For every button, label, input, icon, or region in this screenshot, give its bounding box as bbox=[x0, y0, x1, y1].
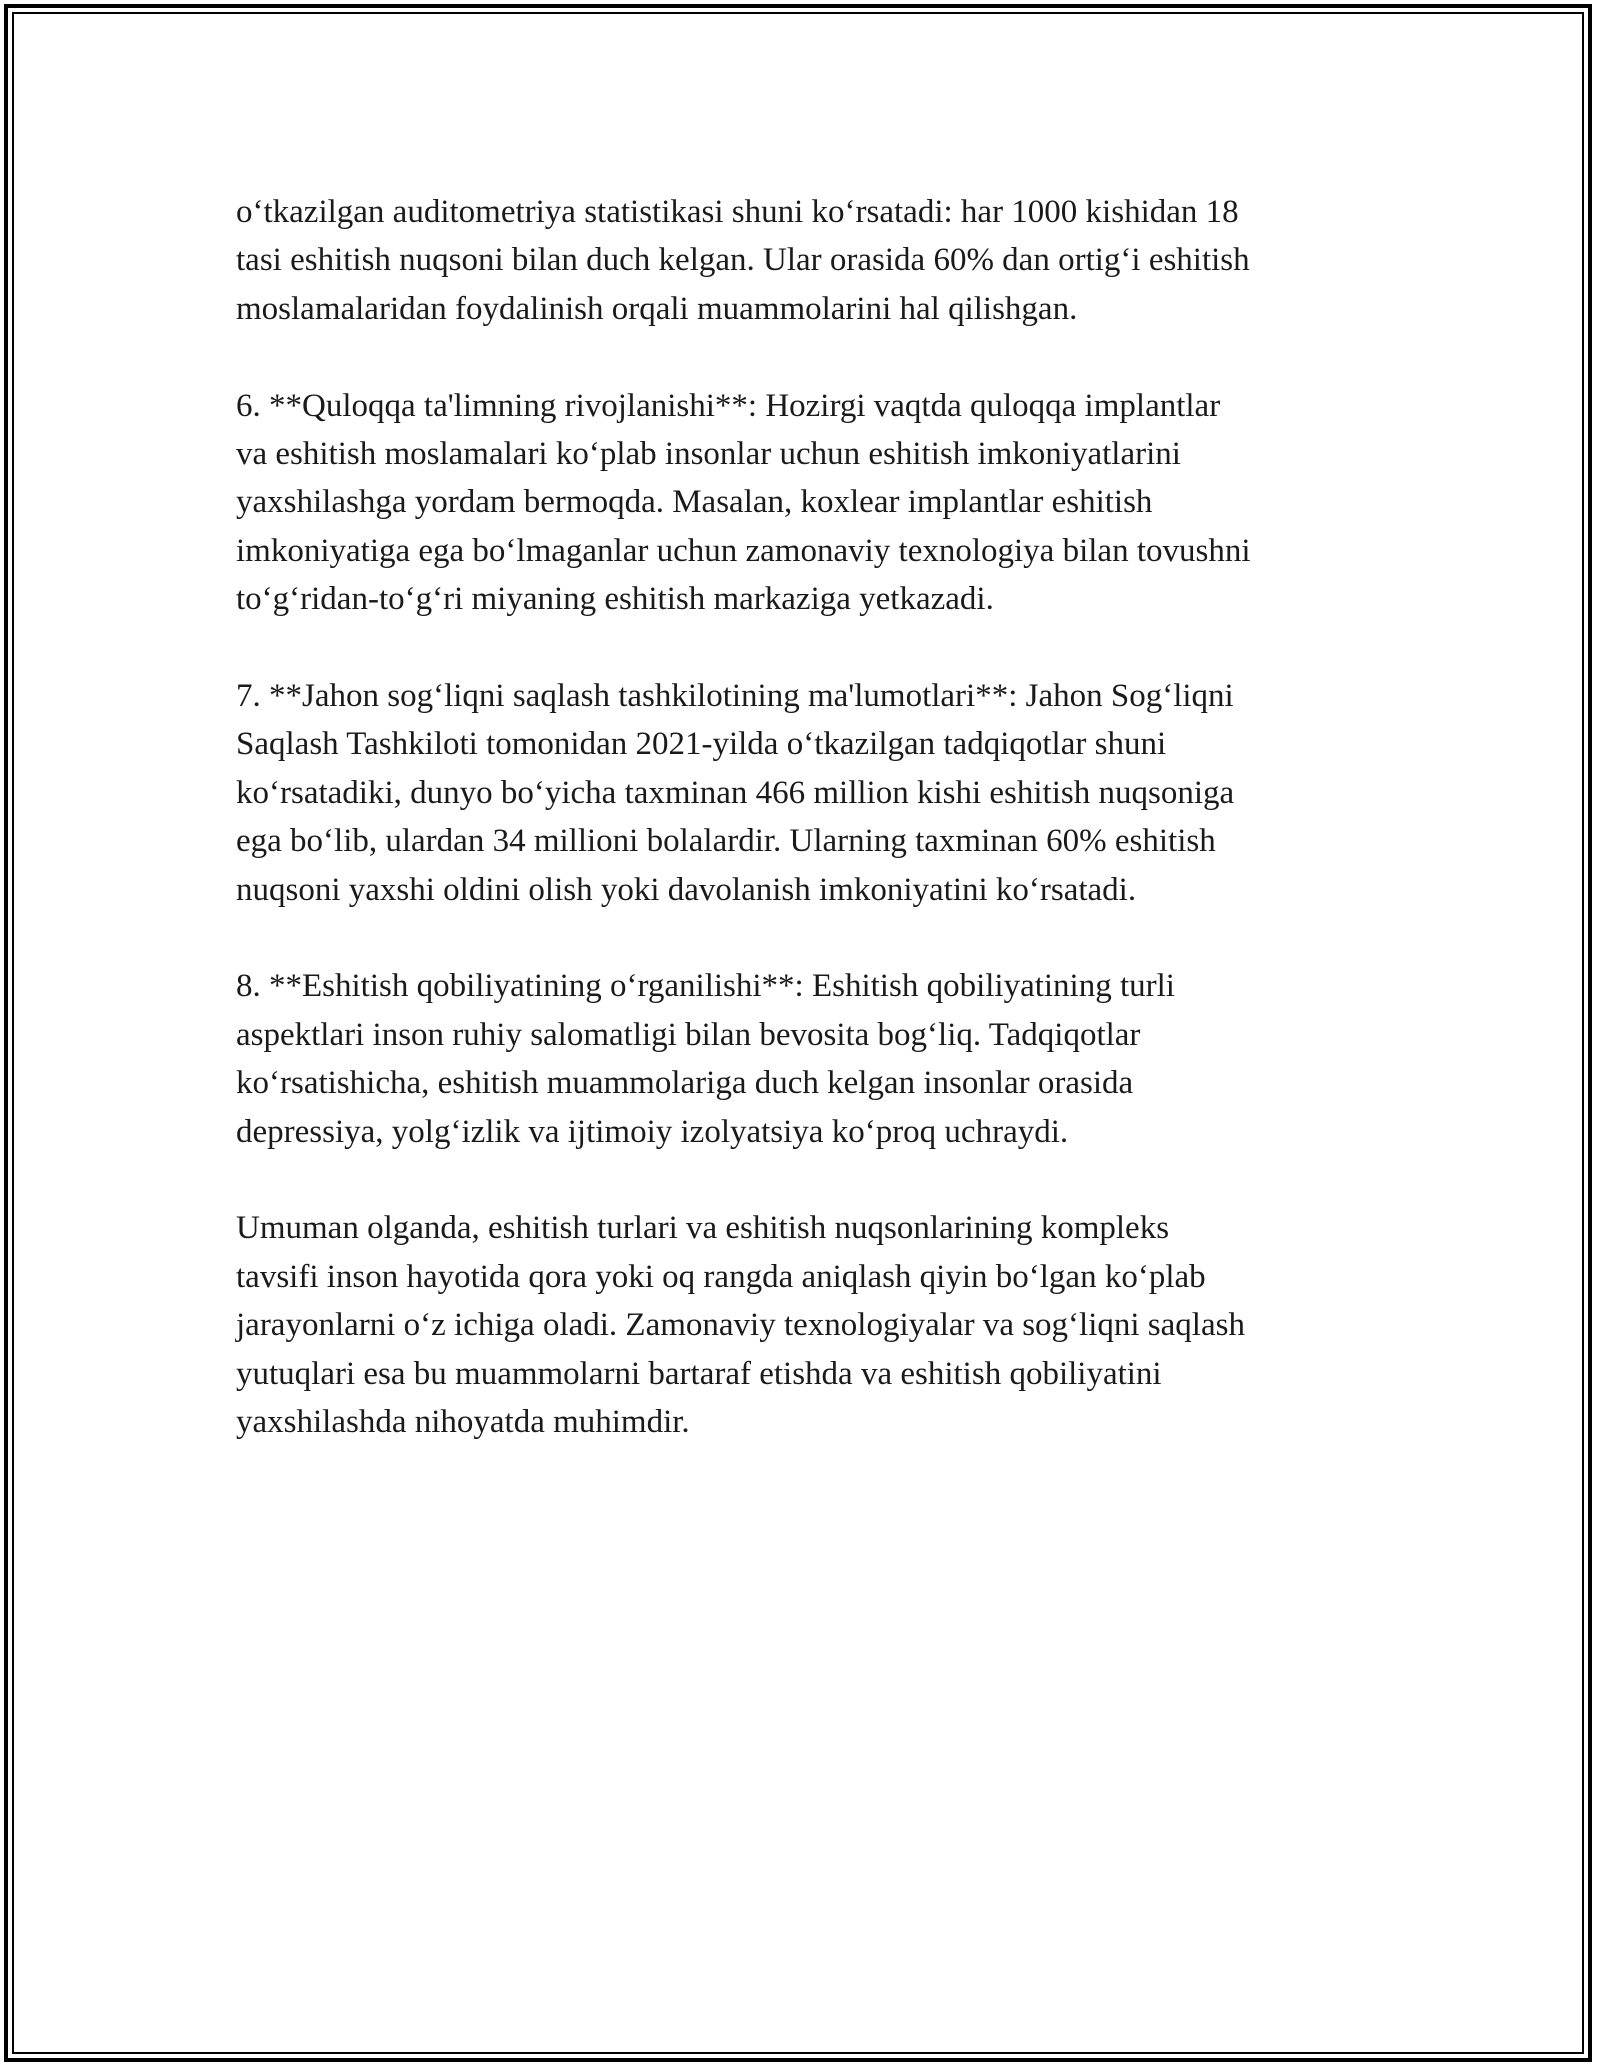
paragraph-conclusion: Umuman olganda, eshitish turlari va eshitish nuqsonlarining kompleks tavsifi inson hayotida qora yoki oq rangda aniqlash qiyin bo‘lgan ko‘plab jarayonlarni o‘z ichiga oladi. Zamonaviy texnologiyalar va sog‘liqni saqlash yutuqlari esa bu muammolarni bartaraf etishda va eshitish qobiliyatini yaxshilashda nihoyatda muhimdir. bbox=[236, 1210, 1245, 1441]
paragraph-item-8: 8. **Eshitish qobiliyatining o‘rganilishi**: Eshitish qobiliyatining turli aspektlari inson ruhiy salomatligi bilan bevosita bog‘liq. Tadqiqotlar ko‘rsatishicha, eshitish muammolariga duch kelgan insonlar orasida depressiya, yolg‘izlik va ijtimoiy izolyatsiya ko‘proq uchraydi. bbox=[236, 968, 1175, 1150]
paragraph-continuation: o‘tkazilgan auditometriya statistikasi shuni ko‘rsatadi: har 1000 kishidan 18 tasi eshitish nuqsoni bilan duch kelgan. Ular orasida 60% dan ortig‘i eshitish moslamalaridan foydalinish orqali muammolarini hal qilishgan. bbox=[236, 194, 1250, 327]
paragraph-item-7: 7. **Jahon sog‘liqni saqlash tashkilotining ma'lumotlari**: Jahon Sog‘liqni Saqlash Tashkiloti tomonidan 2021-yilda o‘tkazilgan tadqiqotlar shuni ko‘rsatadiki, dunyo bo‘yicha taxminan 466 million kishi eshitish nuqsoniga ega bo‘lib, ulardan 34 millioni bolalardir. Ularning taxminan 60% eshitish nuqsoni yaxshi oldini olish yoki davolanish imkoniyatini ko‘rsatadi. bbox=[236, 678, 1235, 908]
document-body bbox=[236, 188, 1396, 1495]
paragraph-item-6: 6. **Quloqqa ta'limning rivojlanishi**: Hozirgi vaqtda quloqqa implantlar va eshitish moslamalari ko‘plab insonlar uchun eshitish imkoniyatlarini yaxshilashga yordam bermoqda. Masalan, koxlear implantlar eshitish imkoniyatiga ega bo‘lmaganlar uchun zamonaviy texnologiya bilan tovushni to‘g‘ridan-to‘g‘ri miyaning eshitish markaziga yetkazadi. bbox=[236, 387, 1251, 618]
